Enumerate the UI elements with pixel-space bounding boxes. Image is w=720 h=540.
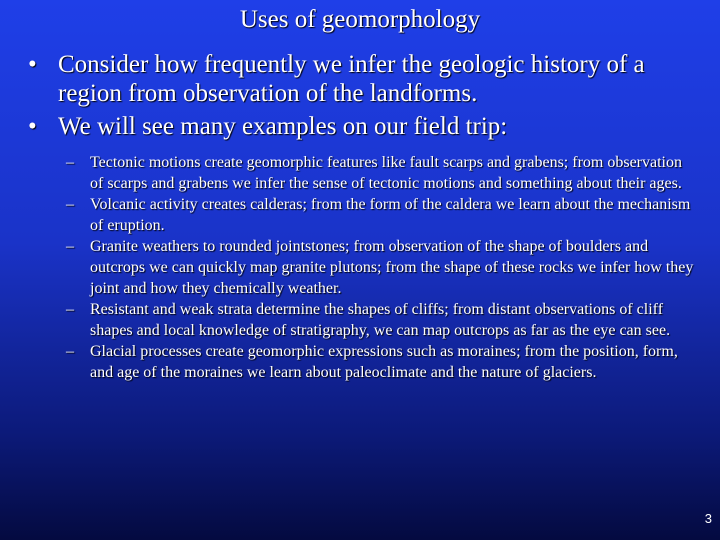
- bullet-item: [28, 50, 708, 108]
- sub-bullet-item: [66, 341, 696, 383]
- bullet-marker: •: [28, 51, 37, 78]
- page-number: 3: [704, 511, 712, 526]
- sub-bullet-item: [66, 152, 696, 194]
- sub-bullet-list: [66, 152, 696, 383]
- sub-bullet-marker: –: [66, 154, 74, 171]
- sub-bullet-item: [66, 299, 696, 341]
- sub-bullet-item: [66, 236, 696, 299]
- sub-bullet-marker: –: [66, 343, 74, 360]
- sub-bullet-text: Tectonic motions create geomorphic features like fault scarps and grabens; from observation of scarps and grabens we infer the sense of tectonic motions and something about their ages.: [90, 154, 682, 192]
- sub-bullet-text: Volcanic activity creates calderas; from the form of the caldera we learn about the mechanism of eruption.: [90, 196, 691, 234]
- bullet-marker: •: [28, 113, 37, 140]
- slide-title: Uses of geomorphology: [239, 6, 481, 33]
- sub-bullet-text: Resistant and weak strata determine the shapes of cliffs; from distant observations of cliff shapes and local knowledge of stratigraphy, we can map outcrops as far as the eye can see.: [90, 301, 671, 339]
- sub-bullet-item: [66, 194, 696, 236]
- sub-bullet-marker: –: [66, 196, 74, 213]
- bullet-text: We will see many examples on our field trip:: [58, 113, 508, 140]
- bullet-list: [28, 50, 708, 145]
- bullet-text: Consider how frequently we infer the geologic history of a region from observation of the landforms.: [58, 51, 645, 107]
- bullet-item: [28, 112, 708, 141]
- sub-bullet-marker: –: [66, 301, 74, 318]
- sub-bullet-text: Glacial processes create geomorphic expressions such as moraines; from the position, form, and age of the moraines we learn about paleoclimate and the nature of glaciers.: [90, 343, 678, 381]
- sub-bullet-text: Granite weathers to rounded jointstones; from observation of the shape of boulders and outcrops we can quickly map granite plutons; from the shape of these rocks we infer how they joint and how they chemically weather.: [90, 238, 694, 297]
- sub-bullet-marker: –: [66, 238, 74, 255]
